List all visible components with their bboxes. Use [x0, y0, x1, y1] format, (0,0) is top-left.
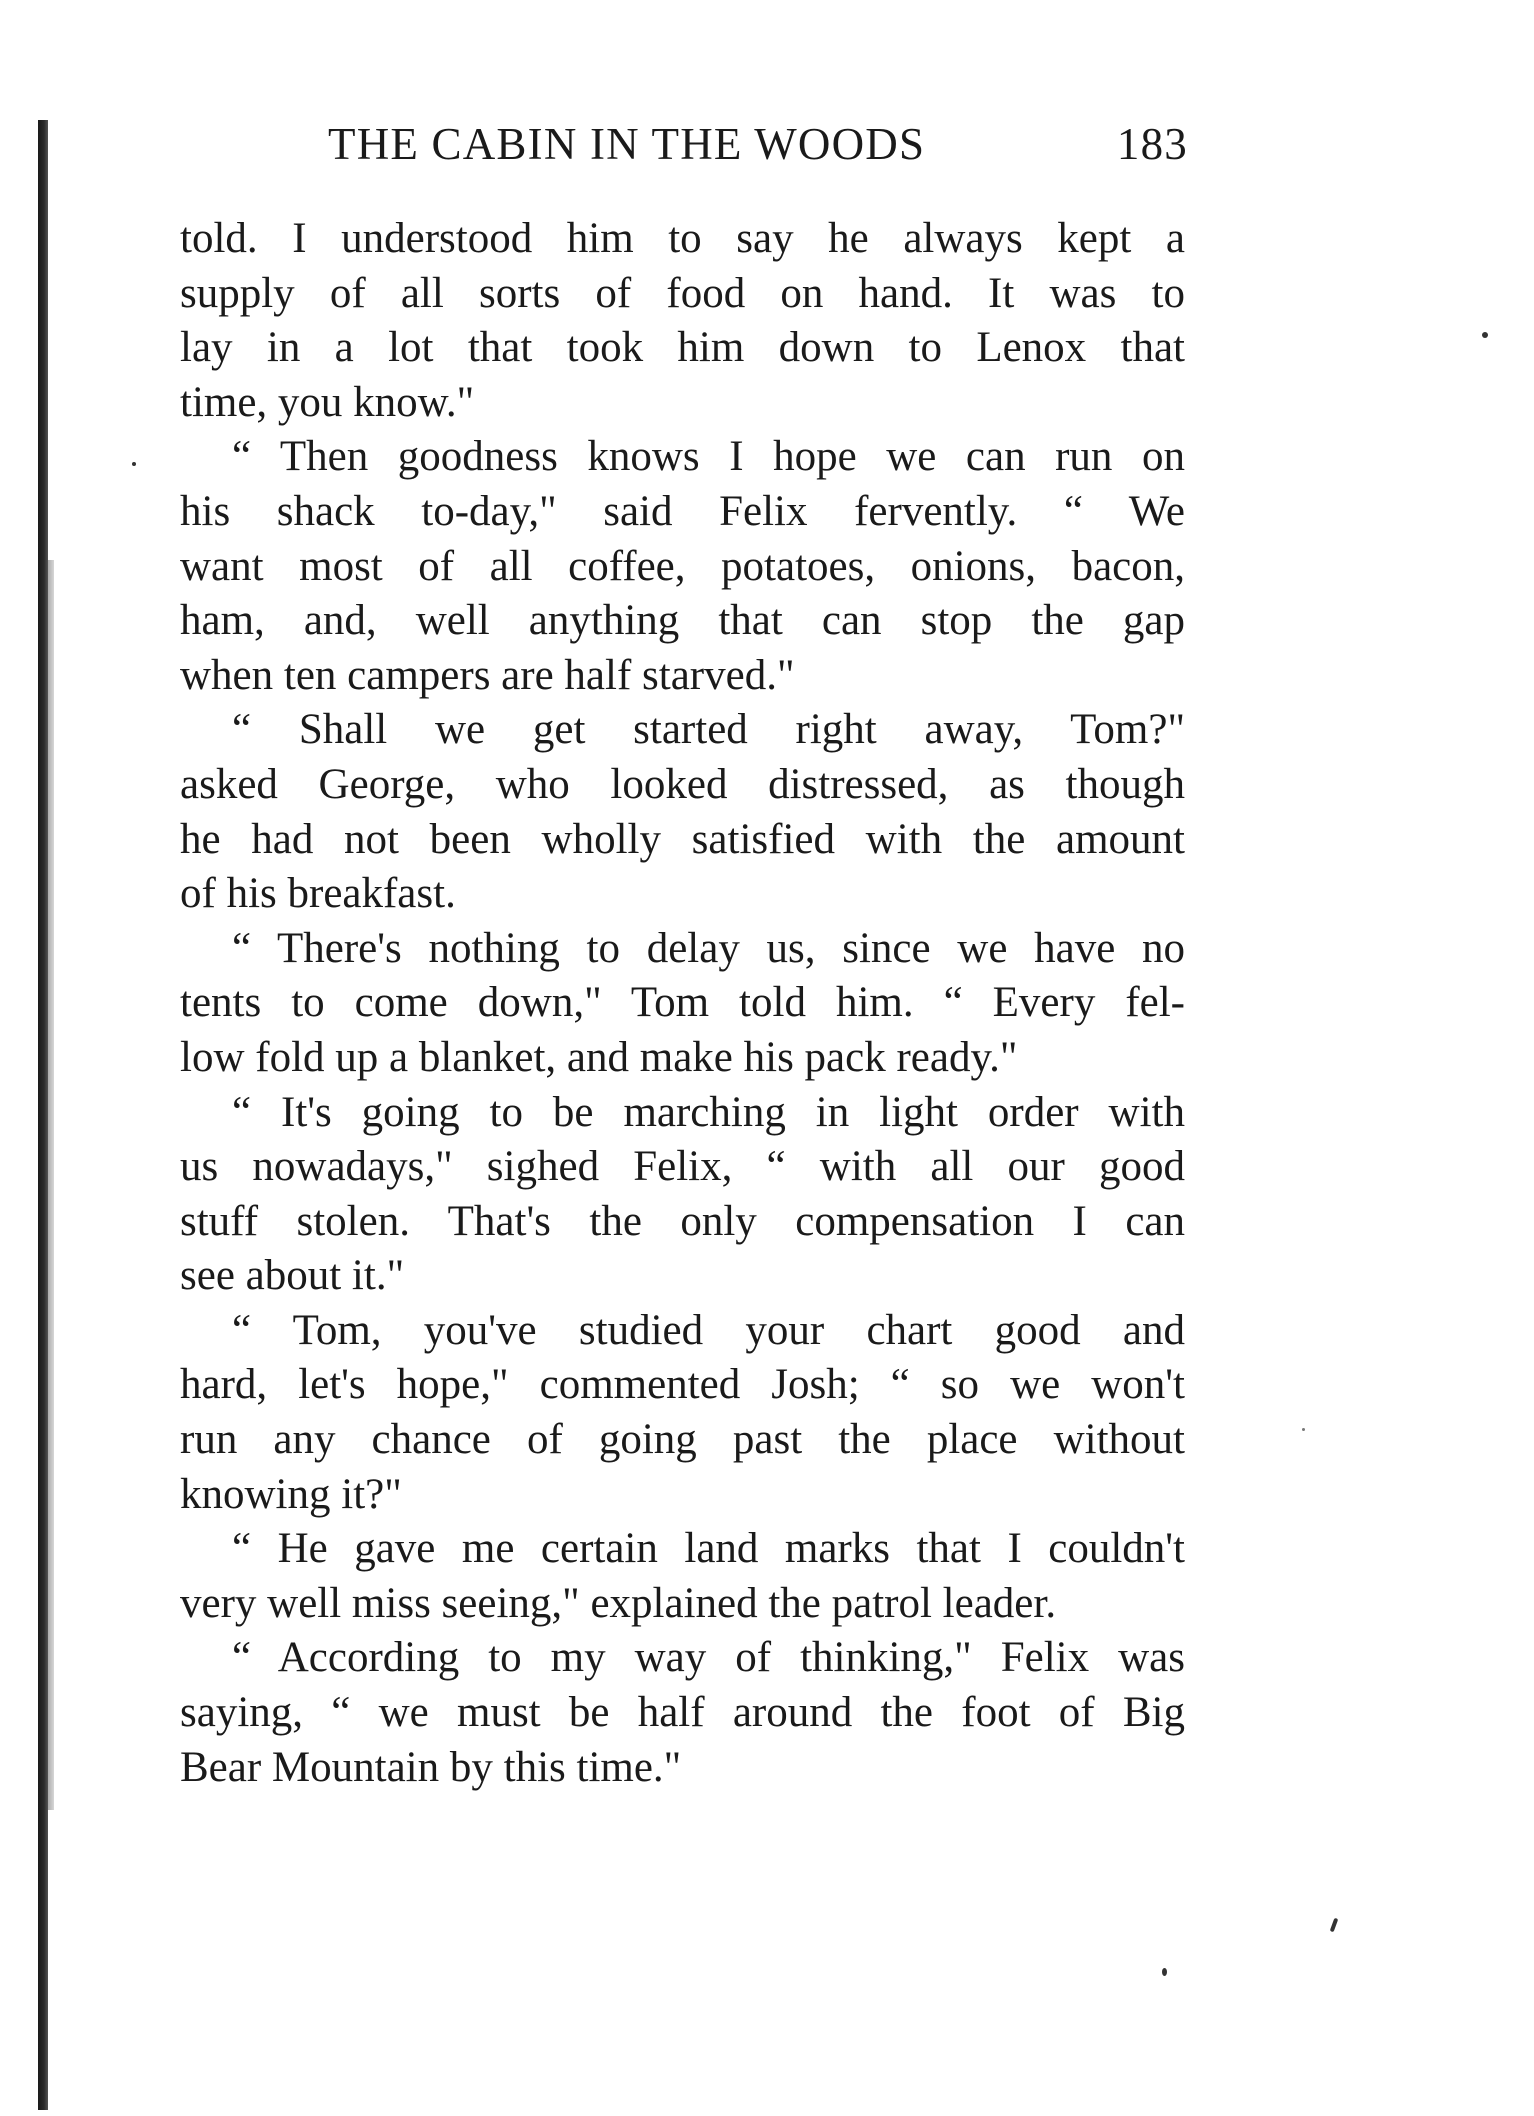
text-line: time, you know." [180, 378, 475, 426]
body-text [180, 212, 1185, 1795]
text-line: low fold up a blanket, and make his pack ready." [180, 1033, 1018, 1081]
text-line: run any chance of going past the place without [180, 1416, 1185, 1464]
page-binding-shadow [38, 120, 48, 2110]
text-line: lay in a lot that took him down to Lenox that [180, 324, 1185, 372]
text-line: knowing it?" [180, 1470, 402, 1518]
page-header [328, 118, 1188, 178]
scan-speck [1162, 1968, 1167, 1976]
text-line: us nowadays," sighed Felix, “ with all our good [180, 1143, 1185, 1191]
text-line: “ According to my way of thinking," Felix was [232, 1634, 1185, 1682]
text-line: “ There's nothing to delay us, since we have no [232, 924, 1185, 972]
page-binding-highlight [48, 560, 54, 1810]
text-line: asked George, who looked distressed, as though [180, 760, 1185, 808]
scan-speck [1302, 1428, 1305, 1431]
text-line: supply of all sorts of food on hand. It was to [180, 269, 1185, 317]
running-title: THE CABIN IN THE WOODS [328, 119, 926, 169]
text-line: “ Tom, you've studied your chart good and [232, 1306, 1185, 1354]
text-line: very well miss seeing," explained the patrol leader. [180, 1579, 1057, 1627]
text-line: ham, and, well anything that can stop the gap [180, 597, 1185, 645]
text-line: saying, “ we must be half around the foot of Big [180, 1689, 1185, 1737]
text-line: stuff stolen. That's the only compensation I can [180, 1197, 1185, 1245]
text-line: when ten campers are half starved." [180, 651, 795, 699]
text-line: his shack to-day," said Felix fervently. “ We [180, 487, 1185, 535]
text-line: see about it." [180, 1252, 405, 1300]
scan-speck [132, 462, 136, 466]
text-line: “ He gave me certain land marks that I couldn't [232, 1525, 1185, 1573]
text-line: want most of all coffee, potatoes, onions, bacon, [180, 542, 1185, 590]
text-line: he had not been wholly satisfied with the amount [180, 815, 1185, 863]
scan-speck [1330, 1918, 1339, 1933]
text-line: tents to come down," Tom told him. “ Every fel- [180, 979, 1185, 1027]
scan-speck [1482, 332, 1488, 338]
page-number: 183 [1116, 119, 1188, 169]
text-line: “ Shall we get started right away, Tom?" [232, 706, 1185, 754]
text-line: Bear Mountain by this time." [180, 1743, 682, 1791]
text-line: “ It's going to be marching in light order with [232, 1088, 1185, 1136]
text-line: told. I understood him to say he always kept a [180, 215, 1185, 262]
text-line: hard, let's hope," commented Josh; “ so we won't [180, 1361, 1185, 1409]
text-line: “ Then goodness knows I hope we can run on [232, 433, 1185, 481]
text-line: of his breakfast. [180, 870, 456, 918]
